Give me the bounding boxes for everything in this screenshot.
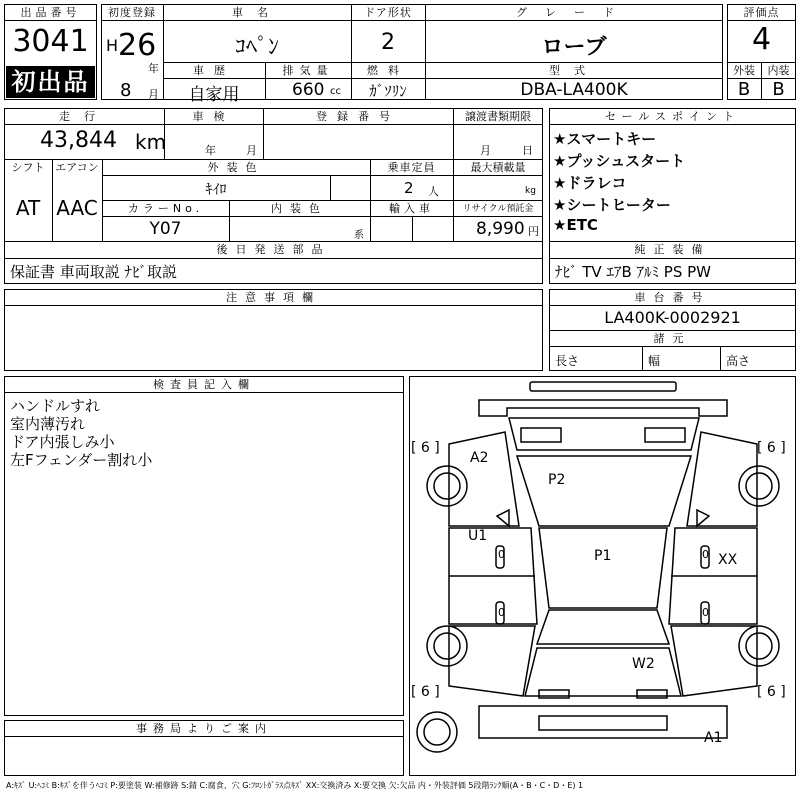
ac-header: エアコン xyxy=(55,161,99,174)
roof xyxy=(539,528,667,608)
front-bumper xyxy=(479,400,727,416)
rear-left-quarter xyxy=(449,626,535,696)
inspection-year-unit: 年 xyxy=(205,144,216,157)
lot-number: 3041 xyxy=(12,24,89,59)
specs-header: 諸元 xyxy=(653,332,692,345)
registration-year: 26 xyxy=(118,28,157,63)
inspector-note: 左Fフェンダー割れ小 xyxy=(10,451,153,469)
fuel-header: 燃料 xyxy=(367,64,409,77)
tire-tread-rear-right: [ 6 ] xyxy=(757,684,786,700)
hood xyxy=(509,418,699,450)
inspector-note: ドア内張しみ小 xyxy=(10,433,115,451)
tire-tread-front-left: [ 6 ] xyxy=(411,440,440,456)
history-header: 車歴 xyxy=(193,64,235,77)
grade-header: グレード xyxy=(516,6,632,19)
damage-mark-u1: U1 xyxy=(468,528,488,544)
inspector-note: ハンドルすれ xyxy=(10,397,101,415)
mileage: 43,844 xyxy=(40,128,117,153)
interior-color-header: 内装色 xyxy=(271,202,328,215)
air-conditioner: AAC xyxy=(56,196,98,220)
inspector-note: 室内薄汚れ xyxy=(10,415,86,433)
mileage-unit: km xyxy=(135,130,167,154)
height-label: 高さ xyxy=(726,354,751,368)
registration-month-unit: 月 xyxy=(148,88,159,101)
panel-zero: 0 xyxy=(498,548,505,561)
selling-points-header: セールスポイント xyxy=(604,110,740,123)
registration-header: 初度登録 xyxy=(108,6,156,19)
later-parts: 保証書 車両取説 ﾅﾋﾞ取説 xyxy=(10,263,178,281)
windshield xyxy=(517,456,691,526)
exterior-header: 外装 xyxy=(733,64,755,77)
shift-header: シフト xyxy=(11,161,45,174)
selling-point-item: ★ドラレコ xyxy=(553,174,627,192)
interior-grade: B xyxy=(772,79,785,100)
displacement-header: 排気量 xyxy=(282,64,334,77)
rear-window xyxy=(537,610,669,644)
car-history: 自家用 xyxy=(188,85,240,105)
legend-text: A:ｷｽﾞ U:ﾍｺﾐ B:ｷｽﾞを伴うﾍｺﾐ P:要塗装 W:補修跡 S:錆 C:腐食、穴 G:ﾌﾛﾝﾄｶﾞﾗｽ点ｷｽﾞ XX:交換済み X:要交換 欠:欠品 内・外装評価 5段階ﾗﾝｸ順(A・B・C・D・E) 1 xyxy=(6,781,584,790)
recycle-fee: 8,990 xyxy=(476,219,525,239)
registration-year-unit: 年 xyxy=(148,62,159,75)
transfer-month-unit: 月 xyxy=(480,144,491,157)
panel-zero: 0 xyxy=(498,606,505,619)
interior-header: 内装 xyxy=(767,64,790,77)
capacity-unit: 人 xyxy=(428,185,439,198)
damage-mark-xx: XX xyxy=(718,552,738,568)
first-listing-badge: 初出品 xyxy=(6,66,95,98)
damage-mark-a1: A1 xyxy=(704,730,723,746)
trunk xyxy=(525,648,681,696)
damage-mark-w2: W2 xyxy=(632,656,655,672)
damage-mark-p1: P1 xyxy=(594,548,612,564)
front-bumper-bar xyxy=(530,382,676,391)
load-header: 最大積載量 xyxy=(470,161,526,174)
tire-tread-rear-left: [ 6 ] xyxy=(411,684,440,700)
plate-header: 登録番号 xyxy=(316,110,400,123)
interior-color-unit: 系 xyxy=(354,230,364,241)
fuel: ｶﾞｿﾘﾝ xyxy=(369,82,407,100)
recycle-header: リサイクル預託金 xyxy=(462,204,534,214)
color-no-header: カラーNo. xyxy=(127,202,204,215)
model-header: 型式 xyxy=(549,64,599,77)
door-header: ドア形状 xyxy=(364,6,412,19)
rear-left-wheel xyxy=(427,626,467,666)
genuine-equipment: ﾅﾋﾞ TV ｴｱB ｱﾙﾐ PS PW xyxy=(555,263,711,281)
damage-mark-p2: P2 xyxy=(548,472,566,488)
selling-point-item: ★スマートキー xyxy=(553,130,657,148)
later-parts-header: 後日発送部品 xyxy=(216,243,331,256)
overall-score: 4 xyxy=(751,22,772,57)
registration-month: 8 xyxy=(120,80,132,101)
rear-bumper xyxy=(479,706,727,738)
front-left-wheel xyxy=(427,466,467,506)
transfer-header: 譲渡書類期限 xyxy=(465,110,531,123)
damage-mark-a2: A2 xyxy=(470,450,489,466)
length-label: 長さ xyxy=(555,354,580,368)
lot-header: 出品番号 xyxy=(20,6,81,19)
car-name-header: 車名 xyxy=(232,6,282,19)
chassis-header: 車台番号 xyxy=(634,291,711,304)
car-name: ｺﾍﾟﾝ xyxy=(234,35,279,60)
tire-tread-front-right: [ 6 ] xyxy=(757,440,786,456)
exterior-grade: B xyxy=(737,79,751,100)
inspection-month-unit: 月 xyxy=(246,144,257,157)
registration-era: H xyxy=(106,36,119,55)
mileage-header: 走行 xyxy=(59,110,109,123)
displacement-unit: cc xyxy=(330,86,341,97)
load-unit: kg xyxy=(525,186,536,196)
color-header: 外装色 xyxy=(207,161,265,174)
grade: ローブ xyxy=(541,35,607,60)
rear-right-quarter xyxy=(671,626,757,696)
panel-zero: 0 xyxy=(702,548,709,561)
recycle-unit: 円 xyxy=(528,225,539,238)
shift: AT xyxy=(15,196,41,220)
inspector-header: 検査員記入欄 xyxy=(153,378,255,391)
width-label: 幅 xyxy=(648,354,661,368)
panel-zero: 0 xyxy=(702,606,709,619)
exterior-color: ｷｲﾛ xyxy=(205,182,227,198)
office-header: 事務局よりご案内 xyxy=(136,722,272,735)
displacement: 660 xyxy=(292,80,325,100)
model-code: DBA-LA400K xyxy=(520,80,628,100)
door-count: 2 xyxy=(381,30,395,55)
rear-right-wheel xyxy=(739,626,779,666)
selling-point-item: ★プッシュスタート xyxy=(553,152,686,170)
capacity-header: 乗車定員 xyxy=(387,161,436,174)
car-damage-diagram xyxy=(409,376,796,776)
import-header: 輸入車 xyxy=(389,202,434,215)
spare-tire xyxy=(417,712,457,752)
color-number: Y07 xyxy=(149,219,182,239)
front-right-wheel xyxy=(739,466,779,506)
chassis-number: LA400K-0002921 xyxy=(604,308,741,327)
selling-point-item: ★シートヒーター xyxy=(553,196,671,214)
notes-header: 注意事項欄 xyxy=(226,291,321,304)
genuine-equipment-header: 純正装備 xyxy=(634,243,711,256)
score-header: 評価点 xyxy=(743,6,780,19)
selling-point-item: ★ETC xyxy=(553,216,598,234)
transfer-day-unit: 日 xyxy=(522,144,533,157)
capacity: 2 xyxy=(404,179,414,197)
inspection-header: 車検 xyxy=(192,110,235,123)
